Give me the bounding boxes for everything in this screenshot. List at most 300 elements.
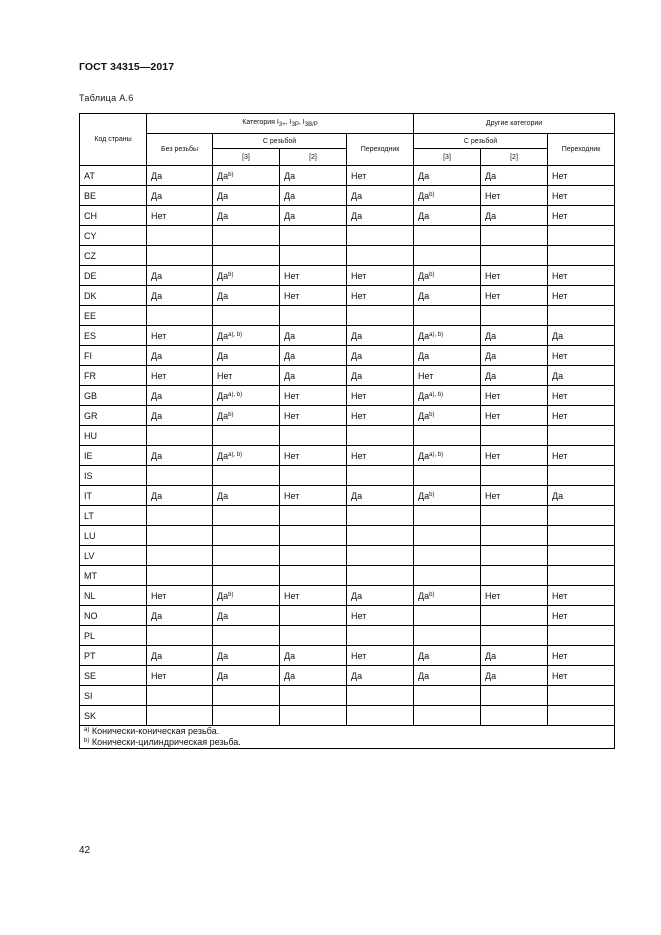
table-cell xyxy=(147,326,213,346)
table-cell xyxy=(414,546,481,566)
country-code-cell: NL xyxy=(80,586,147,606)
cell-value: Нет xyxy=(552,410,568,421)
footnote-b: $^{b)}$ Конически-цилиндрическая резьба. xyxy=(84,737,241,747)
table-cell xyxy=(548,526,615,546)
country-code-cell: EE xyxy=(80,306,147,326)
table-cell xyxy=(347,306,414,326)
table-cell xyxy=(213,206,280,226)
country-code-cell: CH xyxy=(80,206,147,226)
table-cell xyxy=(147,206,213,226)
table-cell xyxy=(213,566,280,586)
table-cell xyxy=(280,706,347,726)
cell-value: Да xyxy=(217,210,229,221)
cell-value: Нет xyxy=(284,390,300,401)
cell-value: Да xyxy=(418,170,430,181)
table-cell xyxy=(147,506,213,526)
table-cell xyxy=(347,166,414,186)
table-cell xyxy=(548,306,615,326)
table-cell xyxy=(280,286,347,306)
cell-footnote-mark: b) xyxy=(429,191,435,198)
table-row xyxy=(80,546,615,566)
cell-value: Да xyxy=(351,330,363,341)
table-cell xyxy=(347,546,414,566)
table-cell xyxy=(213,606,280,626)
table-cell xyxy=(414,646,481,666)
table-cell xyxy=(347,326,414,346)
cell-value: Нет xyxy=(217,370,233,381)
table-cell xyxy=(280,226,347,246)
table-cell xyxy=(414,266,481,286)
cell-footnote-mark: b) xyxy=(429,591,435,598)
table-row xyxy=(80,506,615,526)
cell-value: Да xyxy=(351,670,363,681)
cell-value: Да xyxy=(485,330,497,341)
cell-value: Нет xyxy=(552,670,568,681)
table-cell xyxy=(481,706,548,726)
cell-value: Да xyxy=(284,650,296,661)
table-cell xyxy=(280,406,347,426)
table-row xyxy=(80,366,615,386)
table-cell xyxy=(147,186,213,206)
table-cell xyxy=(280,686,347,706)
table-row xyxy=(80,246,615,266)
cell-value: Нет xyxy=(418,370,434,381)
table-cell xyxy=(213,526,280,546)
table-cell xyxy=(548,186,615,206)
table-cell xyxy=(213,466,280,486)
cell-footnote-mark: b) xyxy=(228,411,234,418)
table-cell xyxy=(147,386,213,406)
table-cell xyxy=(414,626,481,646)
table-row xyxy=(80,226,615,246)
table-cell xyxy=(347,586,414,606)
cell-value: Нет xyxy=(485,590,501,601)
table-cell xyxy=(481,546,548,566)
table-cell xyxy=(481,686,548,706)
table-cell xyxy=(280,426,347,446)
cell-value: Нет xyxy=(552,650,568,661)
table-cell xyxy=(213,386,280,406)
table-cell xyxy=(213,326,280,346)
country-code-cell: IS xyxy=(80,466,147,486)
table-cell xyxy=(280,646,347,666)
table-cell xyxy=(548,266,615,286)
table-cell xyxy=(414,166,481,186)
cell-value: Нет xyxy=(351,450,367,461)
table-cell xyxy=(213,646,280,666)
cell-value: Да xyxy=(217,290,229,301)
table-cell xyxy=(347,406,414,426)
table-cell xyxy=(280,326,347,346)
country-code-cell: LV xyxy=(80,546,147,566)
country-code-cell: ES xyxy=(80,326,147,346)
table-cell xyxy=(414,686,481,706)
country-thread-table xyxy=(79,113,615,749)
header-ref-3: [3] xyxy=(213,149,280,166)
cell-value: Да xyxy=(418,650,430,661)
table-cell xyxy=(548,366,615,386)
cell-value: Нет xyxy=(552,350,568,361)
country-code-cell: BE xyxy=(80,186,147,206)
cell-value: Да xyxy=(418,270,430,281)
table-cell xyxy=(481,306,548,326)
table-cell xyxy=(414,406,481,426)
country-code-cell: IT xyxy=(80,486,147,506)
cell-value: Нет xyxy=(151,670,167,681)
table-cell xyxy=(414,186,481,206)
table-cell xyxy=(347,346,414,366)
table-cell xyxy=(548,206,615,226)
table-cell xyxy=(414,446,481,466)
page-number: 42 xyxy=(79,845,91,856)
cell-value: Да xyxy=(217,170,229,181)
table-cell xyxy=(548,446,615,466)
table-row xyxy=(80,706,615,726)
cell-value: Да xyxy=(418,210,430,221)
table-cell xyxy=(280,666,347,686)
table-cell xyxy=(347,446,414,466)
cell-value: Да xyxy=(284,170,296,181)
table-cell xyxy=(548,426,615,446)
table-cell xyxy=(548,486,615,506)
table-cell xyxy=(347,186,414,206)
table-cell xyxy=(414,386,481,406)
table-cell xyxy=(280,526,347,546)
country-code-cell: IE xyxy=(80,446,147,466)
cell-value: Да xyxy=(284,190,296,201)
cell-value: Да xyxy=(151,610,163,621)
table-row xyxy=(80,646,615,666)
table-cell xyxy=(147,446,213,466)
cell-value: Нет xyxy=(552,210,568,221)
table-row xyxy=(80,446,615,466)
cell-value: Нет xyxy=(485,490,501,501)
cell-value: Да xyxy=(284,350,296,361)
table-cell xyxy=(280,466,347,486)
cell-footnote-mark: a), b) xyxy=(228,331,243,338)
cell-value: Да xyxy=(217,390,229,401)
cell-value: Да xyxy=(418,350,430,361)
cell-value: Нет xyxy=(351,390,367,401)
cell-value: Да xyxy=(217,590,229,601)
cell-value: Нет xyxy=(485,190,501,201)
country-code-cell: MT xyxy=(80,566,147,586)
cell-value: Нет xyxy=(151,370,167,381)
table-cell xyxy=(213,506,280,526)
cell-value: Да xyxy=(151,170,163,181)
country-code-cell: LT xyxy=(80,506,147,526)
table-cell xyxy=(213,346,280,366)
table-cell xyxy=(548,506,615,526)
table-cell xyxy=(414,606,481,626)
cell-value: Нет xyxy=(552,190,568,201)
table-cell xyxy=(414,306,481,326)
table-cell xyxy=(147,706,213,726)
cell-value: Нет xyxy=(485,270,501,281)
table-cell xyxy=(548,626,615,646)
table-cell xyxy=(347,686,414,706)
header-other-ref-2: [2] xyxy=(481,149,548,166)
cell-value: Нет xyxy=(351,610,367,621)
table-cell xyxy=(481,466,548,486)
table-cell xyxy=(414,426,481,446)
cell-value: Да xyxy=(217,670,229,681)
table-cell xyxy=(548,246,615,266)
cell-value: Нет xyxy=(485,290,501,301)
table-cell xyxy=(147,246,213,266)
cell-value: Нет xyxy=(552,270,568,281)
cell-value: Нет xyxy=(151,330,167,341)
table-cell xyxy=(548,606,615,626)
table-cell xyxy=(280,506,347,526)
table-cell xyxy=(213,546,280,566)
table-cell xyxy=(347,426,414,446)
table-cell xyxy=(481,606,548,626)
table-cell xyxy=(347,286,414,306)
table-cell xyxy=(280,606,347,626)
cell-value: Да xyxy=(151,390,163,401)
table-cell xyxy=(481,566,548,586)
table-row xyxy=(80,206,615,226)
cell-value: Да xyxy=(418,590,430,601)
cell-value: Нет xyxy=(351,290,367,301)
table-row xyxy=(80,346,615,366)
table-cell xyxy=(213,166,280,186)
cell-value: Да xyxy=(485,170,497,181)
table-cell xyxy=(147,666,213,686)
table-cell xyxy=(481,206,548,226)
table-cell xyxy=(414,326,481,346)
cell-value: Да xyxy=(418,190,430,201)
table-cell xyxy=(414,506,481,526)
country-code-cell: SK xyxy=(80,706,147,726)
table-cell xyxy=(414,706,481,726)
table-cell xyxy=(147,426,213,446)
cell-value: Нет xyxy=(151,590,167,601)
table-cell xyxy=(147,686,213,706)
table-row xyxy=(80,566,615,586)
table-row xyxy=(80,626,615,646)
table-cell xyxy=(347,366,414,386)
table-cell xyxy=(213,306,280,326)
table-cell xyxy=(213,266,280,286)
table-cell xyxy=(280,206,347,226)
table-cell xyxy=(147,526,213,546)
table-cell xyxy=(280,366,347,386)
cell-value: Да xyxy=(217,350,229,361)
country-code-cell: DE xyxy=(80,266,147,286)
table-cell xyxy=(347,466,414,486)
table-row xyxy=(80,466,615,486)
country-code-cell: CY xyxy=(80,226,147,246)
header-with-thread: С резьбой xyxy=(213,134,347,149)
country-code-cell: PT xyxy=(80,646,147,666)
table-cell xyxy=(213,706,280,726)
table-cell xyxy=(548,466,615,486)
cell-value: Да xyxy=(217,330,229,341)
cell-footnote-mark: a), b) xyxy=(429,331,444,338)
table-cell xyxy=(347,506,414,526)
table-row xyxy=(80,486,615,506)
country-code-cell: SE xyxy=(80,666,147,686)
cell-value: Нет xyxy=(351,410,367,421)
table-cell xyxy=(481,526,548,546)
table-cell xyxy=(481,446,548,466)
cell-value: Да xyxy=(485,350,497,361)
cell-value: Нет xyxy=(552,450,568,461)
table-cell xyxy=(548,566,615,586)
table-cell xyxy=(213,286,280,306)
table-cell xyxy=(481,586,548,606)
cell-value: Нет xyxy=(552,610,568,621)
table-cell xyxy=(280,486,347,506)
table-cell xyxy=(481,186,548,206)
table-cell xyxy=(147,626,213,646)
table-cell xyxy=(280,566,347,586)
table-cell xyxy=(548,286,615,306)
table-cell xyxy=(213,686,280,706)
cell-value: Нет xyxy=(485,390,501,401)
cell-footnote-mark: a), b) xyxy=(429,391,444,398)
table-cell xyxy=(548,406,615,426)
cell-footnote-mark: b) xyxy=(228,171,234,178)
cell-value: Да xyxy=(418,410,430,421)
table-cell xyxy=(147,466,213,486)
cell-value: Нет xyxy=(151,210,167,221)
table-cell xyxy=(481,506,548,526)
table-row xyxy=(80,426,615,446)
table-cell xyxy=(548,386,615,406)
cell-value: Да xyxy=(418,490,430,501)
table-row xyxy=(80,666,615,686)
table-cell xyxy=(280,186,347,206)
table-cell xyxy=(280,166,347,186)
table-cell xyxy=(347,486,414,506)
cell-value: Нет xyxy=(552,590,568,601)
table-cell xyxy=(481,346,548,366)
document-title: ГОСТ 34315—2017 xyxy=(79,61,175,73)
cell-footnote-mark: b) xyxy=(429,491,435,498)
header-ref-2: [2] xyxy=(280,149,347,166)
header-country-code: Код страны xyxy=(80,114,147,166)
country-code-cell: FI xyxy=(80,346,147,366)
table-cell xyxy=(548,546,615,566)
table-cell xyxy=(213,226,280,246)
header-no-thread: Без резьбы xyxy=(147,134,213,166)
table-cell xyxy=(481,366,548,386)
table-cell xyxy=(548,346,615,366)
country-code-cell: HU xyxy=(80,426,147,446)
country-code-cell: GB xyxy=(80,386,147,406)
table-cell xyxy=(147,646,213,666)
table-cell xyxy=(548,666,615,686)
country-code-cell: FR xyxy=(80,366,147,386)
header-other-with-thread: С резьбой xyxy=(414,134,548,149)
table-cell xyxy=(414,366,481,386)
cell-value: Да xyxy=(418,290,430,301)
table-cell xyxy=(213,586,280,606)
table-cell xyxy=(414,246,481,266)
header-other-adapter: Переходник xyxy=(548,134,615,166)
header-other-categories: Другие категории xyxy=(414,114,615,134)
table-cell xyxy=(347,226,414,246)
cell-value: Да xyxy=(217,490,229,501)
country-code-cell: AT xyxy=(80,166,147,186)
table-cell xyxy=(414,206,481,226)
cell-value: Да xyxy=(217,650,229,661)
country-code-cell: SI xyxy=(80,686,147,706)
cell-value: Да xyxy=(351,590,363,601)
table-cell xyxy=(347,246,414,266)
cell-value: Да xyxy=(151,650,163,661)
cell-value: Да xyxy=(284,210,296,221)
table-row xyxy=(80,586,615,606)
table-row xyxy=(80,386,615,406)
country-code-cell: CZ xyxy=(80,246,147,266)
table-row xyxy=(80,306,615,326)
table-cell xyxy=(213,366,280,386)
table-cell xyxy=(481,326,548,346)
table-cell xyxy=(280,386,347,406)
cell-value: Да xyxy=(284,670,296,681)
table-row xyxy=(80,686,615,706)
cell-value: Да xyxy=(151,410,163,421)
table-cell xyxy=(548,686,615,706)
table-cell xyxy=(548,326,615,346)
cell-value: Да xyxy=(151,270,163,281)
table-cell xyxy=(147,346,213,366)
header-category-group: Категория $I_{3+}$, $I_{3P}$, $I_{3B/P}$ xyxy=(147,114,414,134)
cell-value: Да xyxy=(217,270,229,281)
table-cell xyxy=(481,486,548,506)
table-cell xyxy=(213,666,280,686)
table-cell xyxy=(481,426,548,446)
cell-value: Да xyxy=(351,350,363,361)
table-cell xyxy=(481,646,548,666)
cell-value: Да xyxy=(552,490,564,501)
table-body xyxy=(80,166,615,726)
table-cell xyxy=(414,586,481,606)
table-cell xyxy=(481,666,548,686)
table-cell xyxy=(347,526,414,546)
table-cell xyxy=(548,226,615,246)
country-code-cell: LU xyxy=(80,526,147,546)
cell-value: Нет xyxy=(284,410,300,421)
table-row xyxy=(80,406,615,426)
cell-value: Да xyxy=(485,210,497,221)
table-cell xyxy=(347,206,414,226)
table-row xyxy=(80,286,615,306)
table-cell xyxy=(347,566,414,586)
table-cell xyxy=(481,226,548,246)
table-cell xyxy=(213,406,280,426)
table-cell xyxy=(147,266,213,286)
cell-value: Да xyxy=(217,190,229,201)
cell-value: Нет xyxy=(284,270,300,281)
table-cell xyxy=(280,306,347,326)
table-cell xyxy=(147,286,213,306)
table-cell xyxy=(147,306,213,326)
table-row xyxy=(80,266,615,286)
table-row xyxy=(80,326,615,346)
table-cell xyxy=(481,406,548,426)
table-cell xyxy=(414,666,481,686)
cell-value: Нет xyxy=(552,390,568,401)
cell-value: Да xyxy=(284,330,296,341)
table-cell xyxy=(481,386,548,406)
cell-value: Нет xyxy=(351,170,367,181)
table-footnotes xyxy=(80,726,615,749)
